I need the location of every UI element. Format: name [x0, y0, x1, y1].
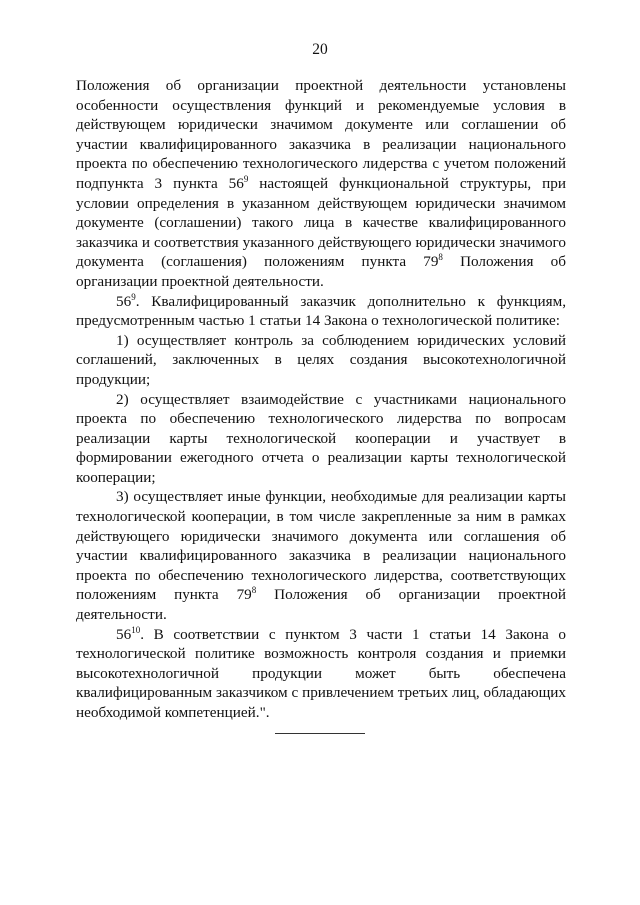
superscript-index: 9 — [243, 173, 249, 184]
paragraph-text: 2) осуществляет взаимодействие с участниками национального проекта по обеспечению технологического лидерства по вопросам реализации карты технологической кооперации и участвует в формировании ежегодного отчета о реализации карты технологической кооперации; — [76, 390, 566, 486]
paragraph-text: Положения об организации проектной деятельности. — [76, 253, 566, 290]
end-rule — [275, 733, 365, 734]
superscript-index: 8 — [438, 252, 443, 263]
paragraph — [76, 331, 566, 390]
paragraph-text: 56 — [116, 292, 132, 310]
paragraph-text: Положения об организации проектной деятельности. — [76, 586, 567, 624]
paragraph-text: 3) осуществляет иные функции, необходимые для реализации карты технологической кооперации, в том числе закрепленные за ним в рамках действующего юридически значимого документа или соглашения об участии квалифицированного заказчика в реализации национального проекта по обеспечению технологического лидерства, соответствующих положениям пункта 79 — [76, 488, 566, 604]
paragraph-text: . В соответствии с пунктом 3 части 1 статьи 14 Закона о технологической политике возможность контроля создания и приемки высокотехнологичной продукции может быть обеспечена квалифицированным заказчиком с привлечением третьих лиц, обладающих необходимой компетенцией.". — [76, 625, 566, 721]
paragraph-text: 1) осуществляет контроль за соблюдением юридических условий соглашений, заключенных в целях создания высокотехнологичной продукции; — [76, 331, 566, 388]
superscript-index: 10 — [131, 624, 141, 635]
paragraph — [76, 390, 566, 488]
document-body — [76, 76, 566, 723]
superscript-index: 8 — [251, 585, 257, 596]
paragraph-text: . Квалифицированный заказчик дополнительно к функциям, предусмотренным частью 1 статьи 14 Закона о технологической политике: — [76, 292, 566, 330]
paragraph-text: настоящей функциональной структуры, при условии определения в указанном действующем юридически значимом документе (соглашении) такого лица в качестве квалифицированного заказчика и соответствия указанного действующего юридически значимого документа (соглашения) положениям пункта 79 — [76, 174, 566, 271]
page-number: 20 — [312, 41, 328, 58]
paragraph — [76, 292, 566, 331]
superscript-index: 9 — [131, 291, 136, 302]
paragraph-text: Положения об организации проектной деятельности установлены особенности осуществления функций и рекомендуемые условия в действующем юридически значимом документе или соглашении об участии квалифицированного заказчика в реализации национального проекта по обеспечению технологического лидерства с учетом положений подпункта 3 пункта 56 — [76, 77, 566, 192]
paragraph — [76, 487, 566, 624]
paragraph — [76, 76, 566, 292]
paragraph-text: 56 — [116, 625, 132, 643]
paragraph — [76, 625, 566, 723]
